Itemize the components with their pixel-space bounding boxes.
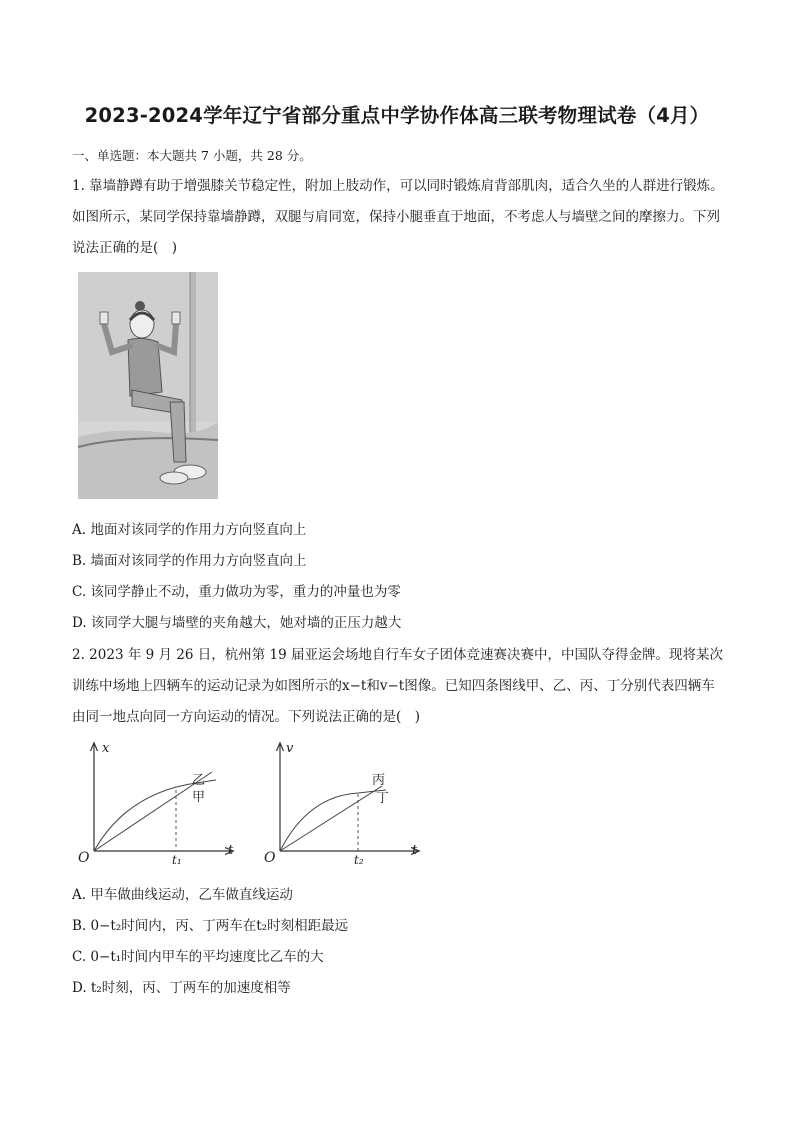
q2-option-a: A. 甲车做曲线运动，乙车做直线运动	[72, 887, 293, 903]
vt-origin: O	[264, 850, 276, 866]
vt-graph	[258, 738, 428, 872]
xt-label-yi: 乙	[192, 773, 206, 788]
xt-label-jia: 甲	[192, 790, 206, 805]
xt-origin: O	[78, 850, 90, 866]
q2-option-b: B. 0−t₂时间内，丙、丁两车在t₂时刻相距最远	[72, 918, 349, 934]
wall-squat-photo	[78, 272, 218, 499]
vt-y-label: v	[286, 741, 294, 756]
xt-graph	[72, 738, 242, 872]
vt-curve-bing	[280, 790, 386, 851]
q1-option-d: D. 该同学大腿与墙壁的夹角越大，她对墙的正压力越大	[72, 615, 402, 631]
q1-option-a: A. 地面对该同学的作用力方向竖直向上	[72, 522, 307, 538]
wall-squat-illustration	[78, 272, 218, 499]
section-heading: 一、单选题：本大题共 7 小题，共 28 分。	[72, 148, 312, 163]
vt-line-ding	[280, 786, 382, 851]
q2-option-d: D. t₂时刻，丙、丁两车的加速度相等	[72, 980, 291, 996]
q2-option-c: C. 0−t₁时间内甲车的平均速度比乙车的大	[72, 949, 324, 965]
q1-option-b: B. 墙面对该同学的作用力方向竖直向上	[72, 553, 307, 569]
xt-x-label: t	[228, 843, 234, 858]
q1-option-c: C. 该同学静止不动，重力做功为零，重力的冲量也为零	[72, 584, 401, 600]
vt-label-ding: 丁	[376, 791, 390, 806]
exam-title: 2023-2024学年辽宁省部分重点中学协作体高三联考物理试卷（4月）	[84, 104, 710, 127]
question-1-stem: 1. 靠墙静蹲有助于增强膝关节稳定性，附加上肢动作，可以同时锻炼肩背部肌肉，适合久坐的人群进行锻炼。如图所示，某同学保持靠墙静蹲，双腿与肩同宽，保持小腿垂直于地面，不考虑人与墙壁之间的摩擦力。下列说法正确的是( )	[72, 178, 724, 256]
vt-x-label: t	[412, 843, 418, 858]
xt-tick-t1: t₁	[172, 853, 182, 867]
question-2-stem: 2. 2023 年 9 月 26 日，杭州第 19 届亚运会场地自行车女子团体竞速赛决赛中，中国队夺得金牌。现将某次训练中场地上四辆车的运动记录为如图所示的x−t和v−t图像。已知四条图线甲、乙、丙、丁分别代表四辆车由同一地点向同一方向运动的情况。下列说法正确的是( )	[72, 647, 724, 725]
xt-y-label: x	[102, 741, 110, 756]
vt-label-bing: 丙	[372, 773, 386, 788]
vt-tick-t2: t₂	[354, 853, 364, 867]
